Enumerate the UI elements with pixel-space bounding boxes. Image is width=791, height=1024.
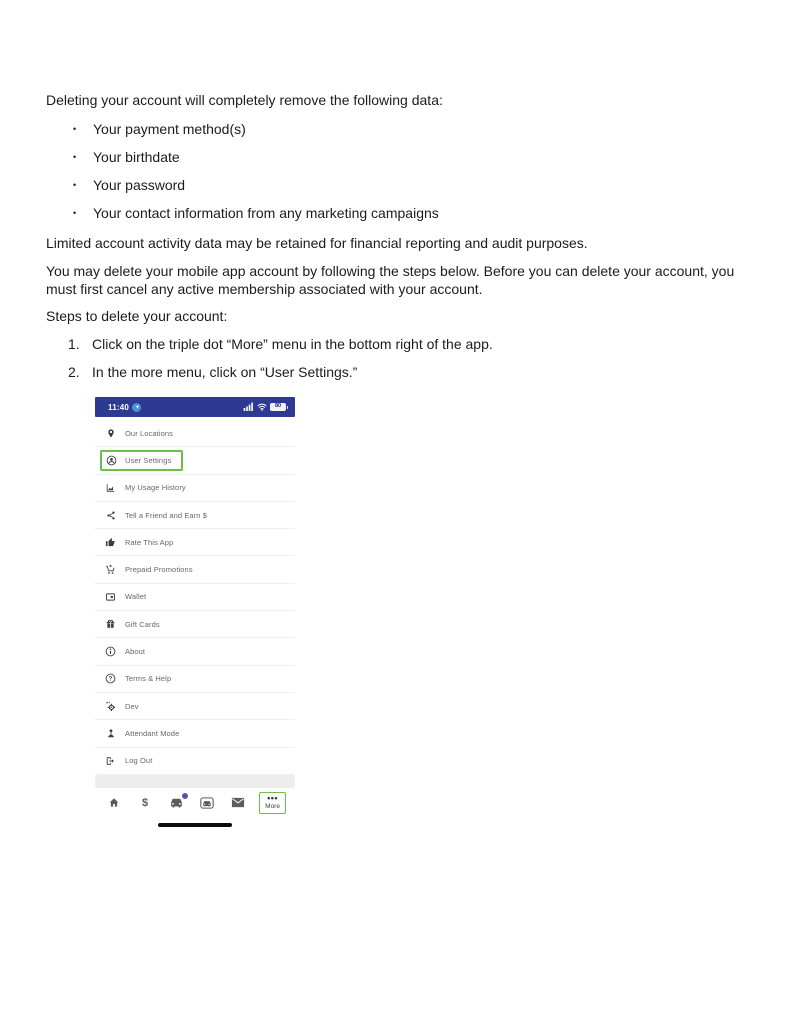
bullet-text: Your password	[93, 177, 186, 193]
vehicle-icon	[197, 797, 217, 809]
bullet-text: Your contact information from any marketing campaigns	[93, 205, 439, 221]
list-item	[46, 335, 742, 353]
bullet-text: Your payment method(s)	[93, 121, 246, 137]
menu-item-dev	[95, 693, 295, 720]
more-label: More	[265, 802, 280, 810]
location-active-icon	[132, 403, 141, 412]
steps-heading: Steps to delete your account:	[46, 308, 228, 324]
battery-icon	[270, 403, 286, 411]
steps-list	[46, 335, 742, 381]
phone-screenshot-image	[95, 397, 295, 827]
step-text: Click on the triple dot “More” menu in the bottom right of the app.	[92, 336, 493, 352]
user-circle-icon	[106, 455, 117, 466]
cart-star-icon	[105, 564, 116, 575]
info-circle-icon	[105, 646, 116, 657]
logout-icon	[105, 755, 116, 766]
bullet-marker: •	[73, 180, 77, 190]
menu-item-tell-a-friend	[95, 502, 295, 529]
menu-item-gift-cards	[95, 611, 295, 638]
menu-item-wallet	[95, 584, 295, 611]
dollar-icon	[135, 797, 155, 809]
dev-gear-icon	[105, 701, 116, 712]
wash-car-icon	[166, 797, 186, 809]
menu-item-label: Terms & Help	[125, 674, 172, 684]
menu-item-label: Log Out	[125, 756, 153, 766]
menu-item-label: Wallet	[125, 592, 147, 602]
menu-item-label: Gift Cards	[125, 619, 160, 629]
clock-text: 11:40	[108, 402, 130, 412]
location-pin-icon	[105, 428, 116, 439]
more-button-highlighted	[259, 792, 286, 814]
battery-level-text: 80	[274, 403, 282, 410]
menu-item-our-locations	[95, 420, 295, 447]
menu-item-my-usage-history	[95, 475, 295, 502]
menu-item-prepaid-promotions	[95, 556, 295, 583]
step-number: 1.	[68, 336, 80, 352]
menu-item-user-settings	[95, 447, 295, 474]
menu-item-rate-this-app	[95, 529, 295, 556]
svg-text:?: ?	[108, 676, 113, 683]
menu-item-label: Dev	[125, 701, 139, 711]
phone-status-bar	[95, 397, 295, 417]
menu-item-attendant-mode	[95, 720, 295, 747]
menu-item-label: Attendant Mode	[125, 728, 180, 738]
menu-item-label: User Settings	[125, 455, 172, 465]
bullet-text: Your birthdate	[93, 149, 180, 165]
bullet-marker: •	[73, 208, 77, 218]
notification-badge	[181, 792, 189, 800]
thumb-up-icon	[105, 537, 116, 548]
retention-note: Limited account activity data may be retained for financial reporting and audit purposes.	[46, 235, 588, 251]
highlight-box	[100, 450, 183, 471]
menu-item-label: Rate This App	[125, 537, 174, 547]
bullet-marker: •	[73, 124, 77, 134]
document-body	[46, 91, 742, 391]
list-item	[46, 148, 742, 166]
list-item	[46, 176, 742, 194]
deleted-data-list	[46, 120, 742, 222]
home-indicator-bar	[158, 823, 232, 828]
more-dots-icon: •••	[267, 793, 279, 804]
mail-icon	[228, 797, 248, 808]
menu-item-about	[95, 638, 295, 665]
wifi-icon	[257, 398, 267, 416]
menu-item-label: Prepaid Promotions	[125, 565, 193, 575]
step-text: In the more menu, click on “User Settings.”	[92, 364, 358, 380]
menu-item-label: About	[125, 647, 146, 657]
usage-chart-icon	[105, 482, 116, 493]
menu-item-label: Tell a Friend and Earn $	[125, 510, 208, 520]
dollar-glyph: $	[141, 796, 149, 809]
list-item	[46, 120, 742, 138]
step-number: 2.	[68, 364, 80, 380]
attendant-person-icon	[105, 728, 116, 739]
menu-item-terms-and-help	[95, 666, 295, 693]
list-item	[46, 363, 742, 381]
list-item	[46, 204, 742, 222]
status-bar-right	[243, 398, 286, 416]
list-footer-strip	[95, 775, 295, 788]
bullet-marker: •	[73, 152, 77, 162]
menu-item-label: Our Locations	[125, 428, 173, 438]
help-circle-icon	[105, 673, 116, 684]
bottom-nav-bar	[95, 788, 295, 818]
home-icon	[104, 797, 124, 808]
cellular-signal-icon	[243, 398, 254, 416]
gift-icon	[105, 619, 116, 630]
wallet-card-icon	[105, 591, 116, 602]
status-bar-left	[108, 403, 141, 412]
menu-item-label: My Usage History	[125, 483, 186, 493]
delete-instructions-paragraph: You may delete your mobile app account by following the steps below. Before you can delete your account, you must first cancel any active membership associated with your account.	[46, 263, 735, 297]
more-menu-list	[95, 417, 295, 775]
share-icon	[105, 510, 116, 521]
intro-paragraph: Deleting your account will completely remove the following data:	[46, 92, 443, 108]
menu-item-log-out	[95, 748, 295, 775]
